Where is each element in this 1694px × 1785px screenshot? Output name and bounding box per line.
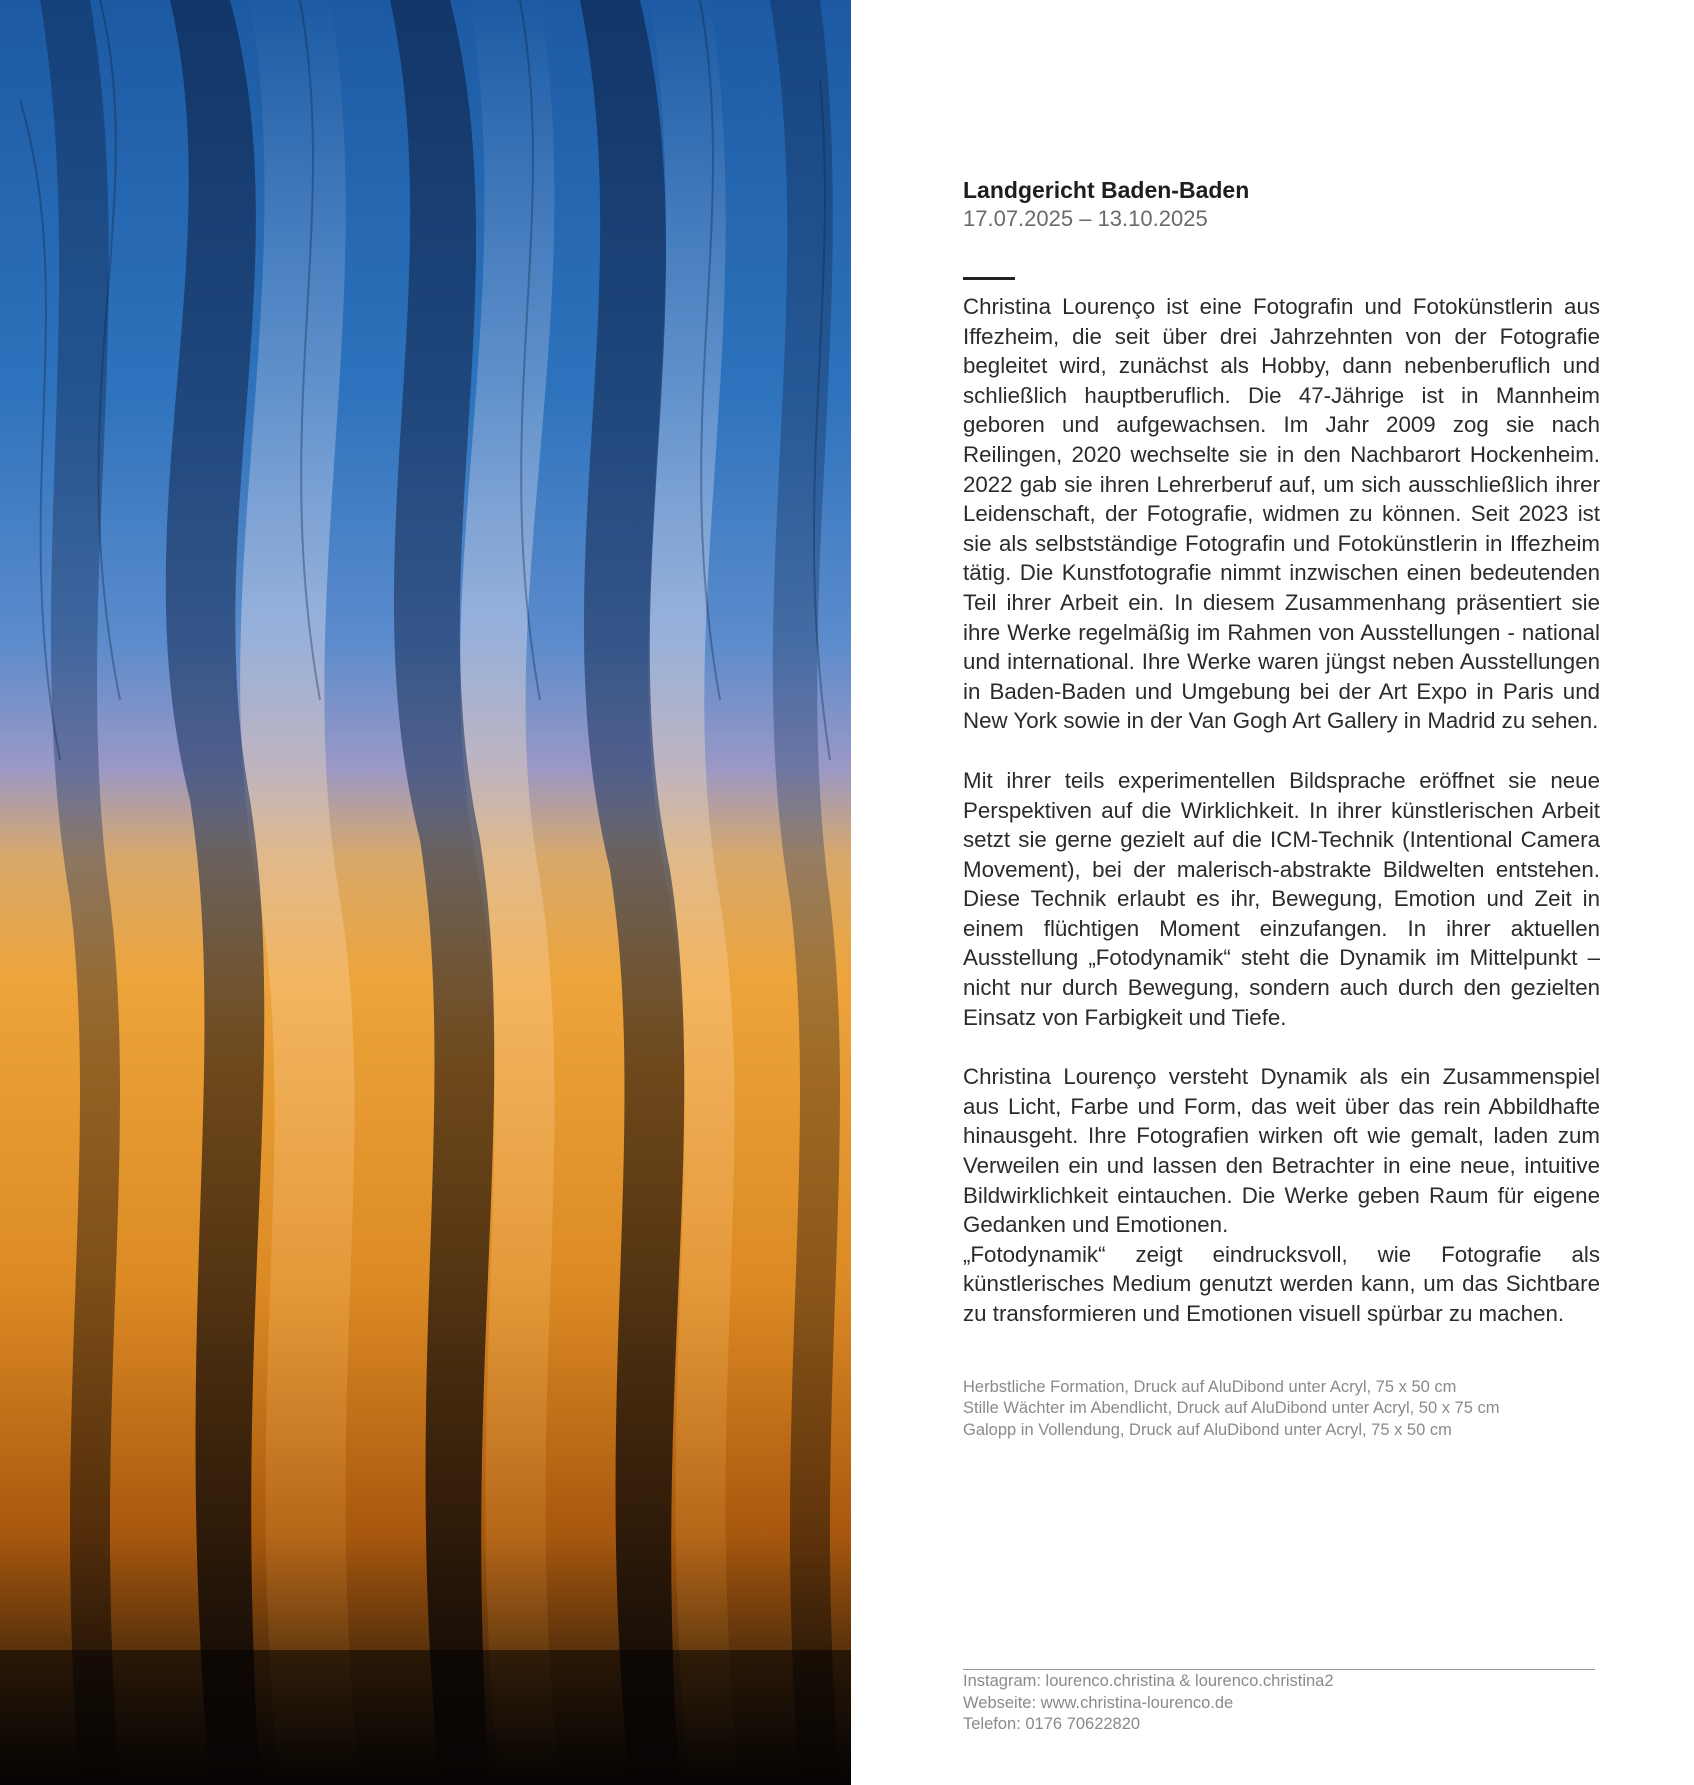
paragraph-intro: Christina Lourenço ist eine Fotografin und Fotokünstlerin aus Iffezheim, die seit über drei Jahrzehnten von der Fotografie begleitet wird, zunächst als Hobby, dann nebenberuflich und schließlich hauptberuflich. Die 47-Jährige ist in Mannheim geboren und aufgewachsen. Im Jahr 2009 zog sie nach Reilingen, 2020 wechselte sie in den Nachbarort Hockenheim. 2022 gab sie ihren Lehrerberuf auf, um sich ausschließlich ihrer Leidenschaft, der Fotografie, widmen zu können. Seit 2023 ist sie als selbstständige Fotografin und Fotokünstlerin in Iffezheim tätig. Die Kunstfotografie nimmt inzwischen einen bedeutenden Teil ihrer Arbeit ein. In diesem Zusammenhang präsentiert sie ihre Werke regelmäßig im Rahmen von Ausstellungen - national und international. Ihre Werke waren jüngst neben Ausstellungen in Baden-Baden und Umgebung bei der Art Expo in Paris und New York sowie in der Van Gogh Art Gallery in Madrid zu sehen.	[963, 294, 1600, 734]
instagram-handle[interactable]: Instagram: lourenco.christina & lourenco.christina2	[963, 1672, 1334, 1690]
work-caption: Herbstliche Formation, Druck auf AluDibond unter Acryl, 75 x 50 cm	[963, 1377, 1457, 1396]
work-caption: Galopp in Vollendung, Druck auf AluDibond unter Acryl, 75 x 50 cm	[963, 1420, 1452, 1439]
phone-number[interactable]: Telefon: 0176 70622820	[963, 1715, 1141, 1733]
paragraph-dynamics: Christina Lourenço versteht Dynamik als ein Zusammenspiel aus Licht, Farbe und Form, das weit über das rein Abbildhafte hinausgeht. Ihre Fotografien wirken oft wie gemalt, laden zum Verweilen ein und lassen den Betrachter in eine neue, intuitive Bildwirklichkeit eintauchen. Die Werke geben Raum für eigene Gedanken und Emotionen.	[963, 1064, 1600, 1238]
work-caption: Stille Wächter im Abendlicht, Druck auf AluDibond unter Acryl, 50 x 75 cm	[963, 1399, 1500, 1418]
footer-divider	[963, 1669, 1595, 1670]
biography-text	[963, 292, 1600, 1329]
contact-footer	[963, 1671, 1603, 1736]
exhibition-dates: 17.07.2025 – 13.10.2025	[963, 206, 1208, 231]
venue-title: Landgericht Baden-Baden	[963, 177, 1250, 203]
paragraph-technique: Mit ihrer teils experimentellen Bildsprache eröffnet sie neue Perspektiven auf die Wirklichkeit. In ihrer künstlerischen Arbeit setzt sie gerne gezielt auf die ICM-Technik (Intentional Camera Movement), bei der malerisch-abstrakte Bildwelten entstehen. Diese Technik erlaubt es ihr, Bewegung, Emotion und Zeit in einem flüchtigen Moment einzufangen. In ihrer aktuellen Ausstellung „Fotodynamik“ steht die Dynamik im Mittelpunkt – nicht nur durch Bewegung, sondern auch durch den gezielten Einsatz von Farbigkeit und Tiefe.	[963, 767, 1600, 1030]
text-column	[963, 175, 1600, 1441]
works-list	[963, 1377, 1600, 1442]
website-link[interactable]: Webseite: www.christina-lourenco.de	[963, 1693, 1234, 1712]
accent-divider	[963, 277, 1015, 280]
paragraph-conclusion: „Fotodynamik“ zeigt eindrucksvoll, wie Fotografie als künstlerisches Medium genutzt werden kann, um das Sichtbare zu transformieren und Emotionen visuell spürbar zu machen.	[963, 1241, 1600, 1326]
